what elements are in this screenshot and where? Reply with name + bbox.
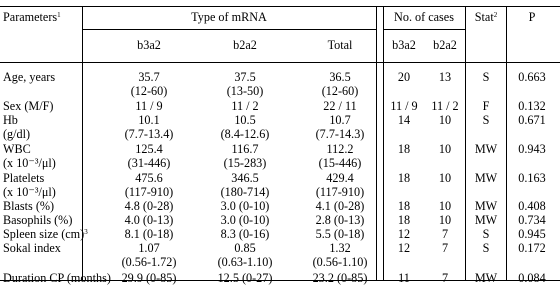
cell-parameter: Duration CP (months) <box>3 271 111 285</box>
cell-parameter: (x 10⁻³/μl) <box>3 156 56 170</box>
cell-b3a2: (117-910) <box>124 185 174 199</box>
cell-b2a2: 346.5 <box>231 171 259 185</box>
subheader-cases-b2a2: b2a2 <box>433 38 457 52</box>
cell-stat: MW <box>474 171 498 185</box>
cell-parameter: (g/dl) <box>3 127 31 141</box>
cell-b2a2: 116.7 <box>231 142 259 156</box>
cell-b3a2: 29.9 (0-85) <box>121 271 177 285</box>
cell-stat: MW <box>474 142 498 156</box>
cell-stat: MW <box>474 213 498 227</box>
cell-p: 0.084 <box>518 271 546 285</box>
cell-total: 36.5 <box>329 70 351 84</box>
header-divider-rule-cases <box>383 29 465 30</box>
cell-cases-b3a2: 11 <box>398 271 410 285</box>
cell-stat: S <box>482 113 490 127</box>
cell-b3a2: 4.8 (0-28) <box>124 199 174 213</box>
cell-cases-b2a2: 13 <box>438 70 452 84</box>
column-rule <box>506 6 507 280</box>
cell-total: 5.5 (0-18) <box>315 227 365 241</box>
cell-b2a2: 11 / 2 <box>231 99 259 113</box>
cell-b2a2: (8.4-12.6) <box>220 127 270 141</box>
cell-cases-b2a2: 11 / 2 <box>431 99 459 113</box>
top-rule <box>0 6 560 7</box>
cell-cases-b2a2: 7 <box>441 227 449 241</box>
cell-stat: MW <box>474 199 498 213</box>
cell-b3a2: 1.07 <box>138 241 160 255</box>
cell-b2a2: (13-50) <box>226 84 264 98</box>
cell-p: 0.943 <box>518 142 546 156</box>
cell-p: 0.734 <box>518 213 546 227</box>
cell-cases-b2a2: 10 <box>438 171 452 185</box>
cell-cases-b3a2: 18 <box>397 171 411 185</box>
subheader-total: Total <box>327 38 353 52</box>
cell-b2a2: 8.3 (0-16) <box>220 227 270 241</box>
cell-total: 429.4 <box>326 171 354 185</box>
cell-b2a2: 12.5 (0-27) <box>217 271 273 285</box>
cell-cases-b3a2: 14 <box>397 113 411 127</box>
cell-total: 112.2 <box>326 142 354 156</box>
cell-parameter: Spleen size (cm)$^3$ <box>3 227 88 241</box>
cell-total: (12-60) <box>321 84 359 98</box>
cell-b3a2: 125.4 <box>135 142 163 156</box>
column-rule <box>465 6 466 280</box>
cell-parameter: Sokal index <box>3 241 61 255</box>
cell-cases-b3a2: 20 <box>397 70 411 84</box>
cell-total: 4.1 (0-28) <box>315 199 365 213</box>
cell-p: 0.408 <box>518 199 546 213</box>
subheader-cases-b3a2: b3a2 <box>392 38 416 52</box>
column-rule <box>383 6 384 280</box>
cell-b3a2: 475.6 <box>135 171 163 185</box>
cell-b2a2: 3.0 (0-10) <box>220 199 270 213</box>
cell-b3a2: (31-446) <box>127 156 171 170</box>
header-parameters: Parameters$^1$ <box>3 10 61 24</box>
cell-stat: F <box>482 99 490 113</box>
cell-b3a2: (0.56-1.72) <box>121 255 177 269</box>
cell-p: 0.172 <box>518 241 546 255</box>
cell-stat: S <box>482 70 490 84</box>
cell-cases-b3a2: 12 <box>397 227 411 241</box>
cell-b2a2: (180-714) <box>220 185 270 199</box>
cell-total: (7.7-14.3) <box>315 127 365 141</box>
cell-parameter: WBC <box>3 142 31 156</box>
cell-total: 22 / 11 <box>323 99 357 113</box>
cell-b2a2: 0.85 <box>234 241 256 255</box>
cell-cases-b3a2: 18 <box>397 142 411 156</box>
header-bottom-rule <box>0 62 560 63</box>
cell-b3a2: 4.0 (0-13) <box>124 213 174 227</box>
cell-total: (0.56-1.10) <box>312 255 368 269</box>
subheader-b2a2: b2a2 <box>233 38 257 52</box>
cell-stat: S <box>482 227 490 241</box>
cell-cases-b2a2: 7 <box>441 271 449 285</box>
cell-p: 0.132 <box>518 99 546 113</box>
cell-b2a2: (15-283) <box>223 156 267 170</box>
cell-total: (15-446) <box>318 156 362 170</box>
cell-stat: MW <box>474 271 498 285</box>
header-no-of-cases: No. of cases <box>394 10 454 24</box>
cell-cases-b2a2: 10 <box>438 199 452 213</box>
cell-p: 0.163 <box>518 171 546 185</box>
cell-parameter: Hb <box>3 113 18 127</box>
header-stat: Stat$^2$ <box>474 10 498 24</box>
cell-total: 10.7 <box>329 113 351 127</box>
cell-parameter: Basophils (%) <box>3 213 73 227</box>
cell-total: 1.32 <box>329 241 351 255</box>
cell-cases-b3a2: 18 <box>397 213 411 227</box>
subheader-b3a2: b3a2 <box>137 38 161 52</box>
cell-b2a2: 3.0 (0-10) <box>220 213 270 227</box>
cell-total: 23.2 (0-85) <box>312 271 368 285</box>
cell-b2a2: (0.63-1.10) <box>217 255 273 269</box>
cell-p: 0.671 <box>518 113 546 127</box>
cell-parameter: Age, years <box>3 70 56 84</box>
cell-cases-b2a2: 7 <box>441 241 449 255</box>
header-p: P <box>528 10 536 24</box>
cell-cases-b3a2: 11 / 9 <box>390 99 418 113</box>
cell-b3a2: (12-60) <box>130 84 168 98</box>
cell-parameter: (x 10⁻³/μl) <box>3 185 56 199</box>
cell-b3a2: 8.1 (0-18) <box>124 227 174 241</box>
cell-b3a2: 10.1 <box>138 113 160 127</box>
cell-p: 0.663 <box>518 70 546 84</box>
header-divider-rule <box>82 29 376 30</box>
cell-total: 2.8 (0-13) <box>315 213 365 227</box>
cell-cases-b2a2: 10 <box>438 142 452 156</box>
cell-p: 0.945 <box>518 227 546 241</box>
cell-cases-b3a2: 18 <box>397 199 411 213</box>
cell-parameter: Platelets <box>3 171 45 185</box>
cell-cases-b3a2: 12 <box>397 241 411 255</box>
cell-stat: S <box>482 241 490 255</box>
header-type-of-mrna: Type of mRNA <box>191 10 267 24</box>
cell-b3a2: (7.7-13.4) <box>124 127 174 141</box>
cell-b3a2: 11 / 9 <box>135 99 163 113</box>
column-rule <box>376 6 377 280</box>
cell-parameter: Blasts (%) <box>3 199 55 213</box>
cell-b2a2: 37.5 <box>234 70 256 84</box>
cell-cases-b2a2: 10 <box>438 213 452 227</box>
cell-parameter: Sex (M/F) <box>3 99 54 113</box>
cell-cases-b2a2: 10 <box>438 113 452 127</box>
cell-b3a2: 35.7 <box>138 70 160 84</box>
cell-b2a2: 10.5 <box>234 113 256 127</box>
cell-total: (117-910) <box>315 185 365 199</box>
